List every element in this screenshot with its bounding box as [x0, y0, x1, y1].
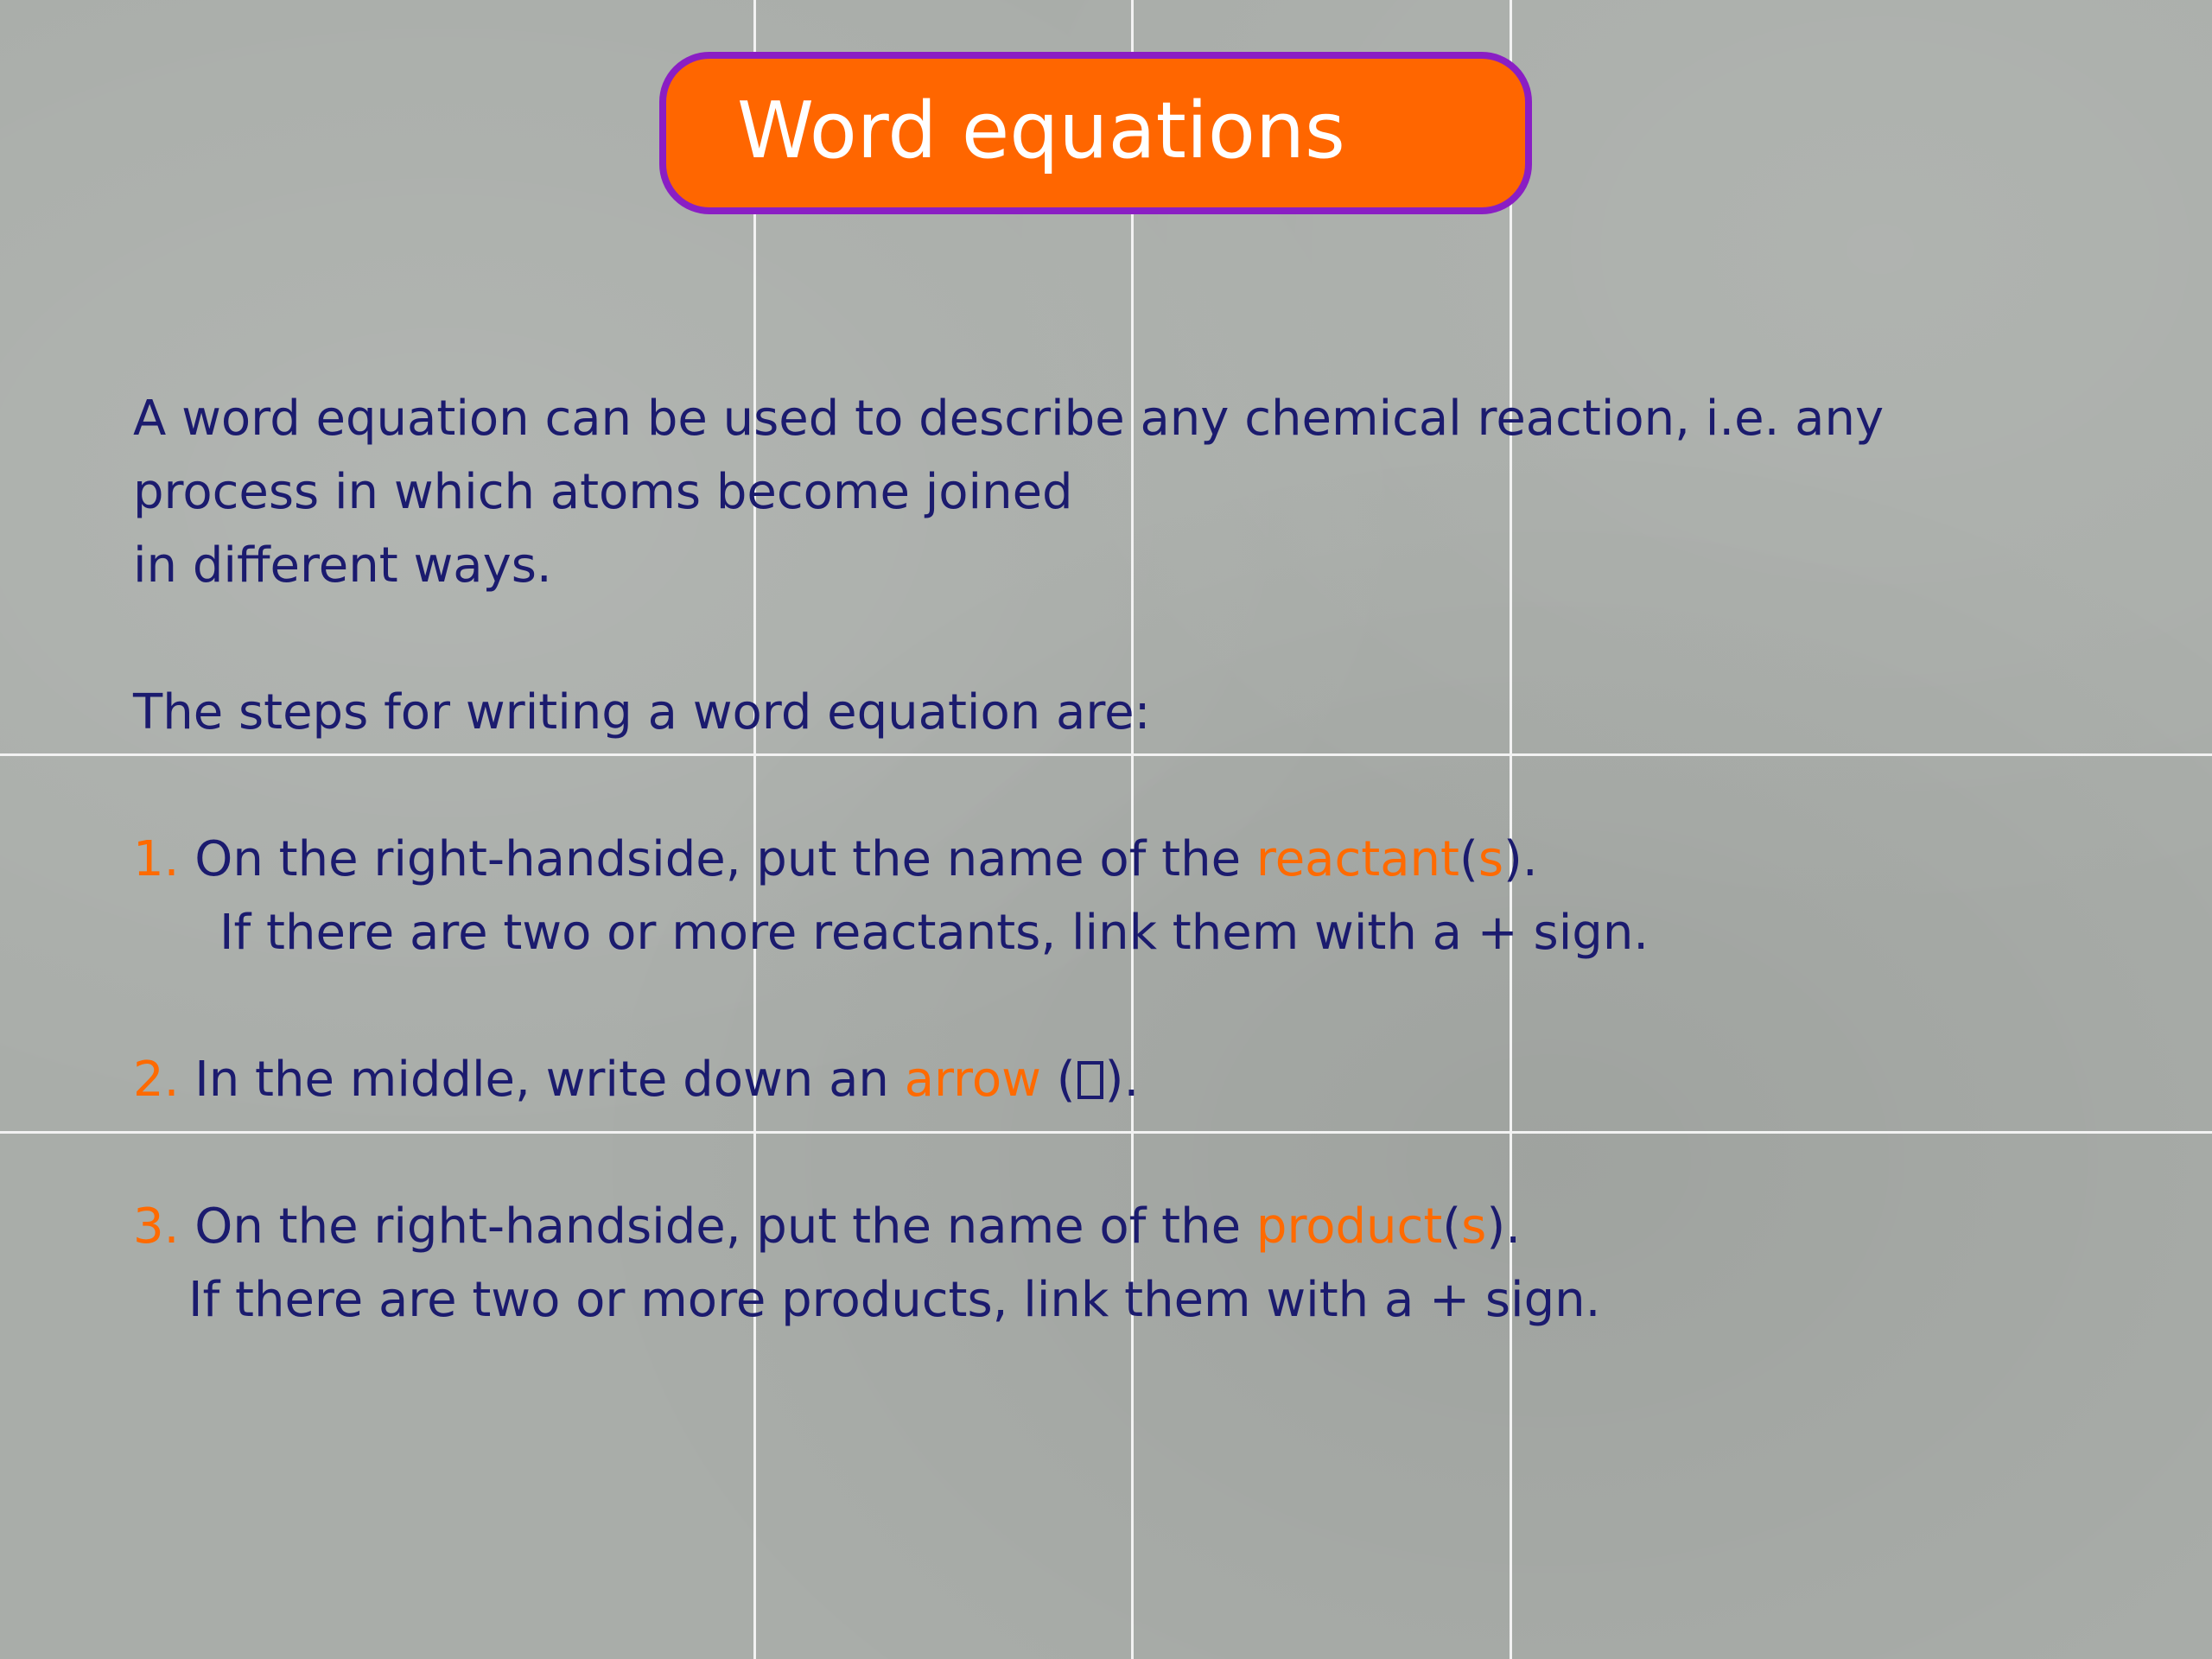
paren-close: ).: [1503, 831, 1538, 887]
step-number: 2.: [133, 1052, 180, 1108]
highlight-suffix: s: [1461, 1198, 1487, 1255]
grid-line-horizontal-1: [0, 753, 2212, 756]
step-text: In the middle, write down an: [194, 1052, 889, 1108]
steps-heading: The steps for writing a word equation are:: [133, 684, 1151, 741]
highlight-term: product: [1255, 1198, 1443, 1255]
step-text: If there are two or more products, link them with a: [188, 1272, 1414, 1328]
plus-sign: +: [1477, 905, 1518, 961]
grid-line-horizontal-2: [0, 1131, 2212, 1134]
paren-close: ).: [1104, 1052, 1140, 1108]
highlight-term: arrow: [904, 1052, 1041, 1108]
plus-sign: +: [1429, 1272, 1471, 1328]
step-text-end: sign.: [1484, 1272, 1601, 1328]
paren-open: (: [1442, 1198, 1462, 1255]
step-1-line-1: [133, 830, 1538, 890]
highlight-suffix: s: [1478, 831, 1504, 887]
step-text: On the right-handside, put the name of the: [194, 1198, 1242, 1255]
step-number: 3.: [133, 1198, 180, 1255]
intro-line-2: process in which atoms become joined: [133, 464, 1073, 520]
step-number: 1.: [133, 831, 180, 887]
slide-title: Word equations: [737, 86, 1345, 176]
step-text: On the right-handside, put the name of the: [194, 831, 1242, 887]
paren-open: (: [1459, 831, 1478, 887]
missing-arrow-glyph-icon: [1077, 1061, 1103, 1099]
step-3-line-1: [133, 1197, 1521, 1257]
intro-line-3: in different ways.: [133, 537, 552, 594]
step-3-line-2: [188, 1270, 1600, 1331]
paren-open: (: [1056, 1052, 1076, 1108]
intro-line-1: A word equation can be used to describe any chemical reaction, i.e. any: [133, 391, 1885, 447]
step-2-line-1: [133, 1050, 1139, 1110]
highlight-term: reactant: [1255, 831, 1459, 887]
title-banner: [659, 52, 1532, 214]
paren-close: ).: [1486, 1198, 1521, 1255]
step-text-end: sign.: [1533, 905, 1649, 961]
step-text: If there are two or more reactants, link them with a: [219, 905, 1462, 961]
step-1-line-2: [219, 903, 1649, 963]
